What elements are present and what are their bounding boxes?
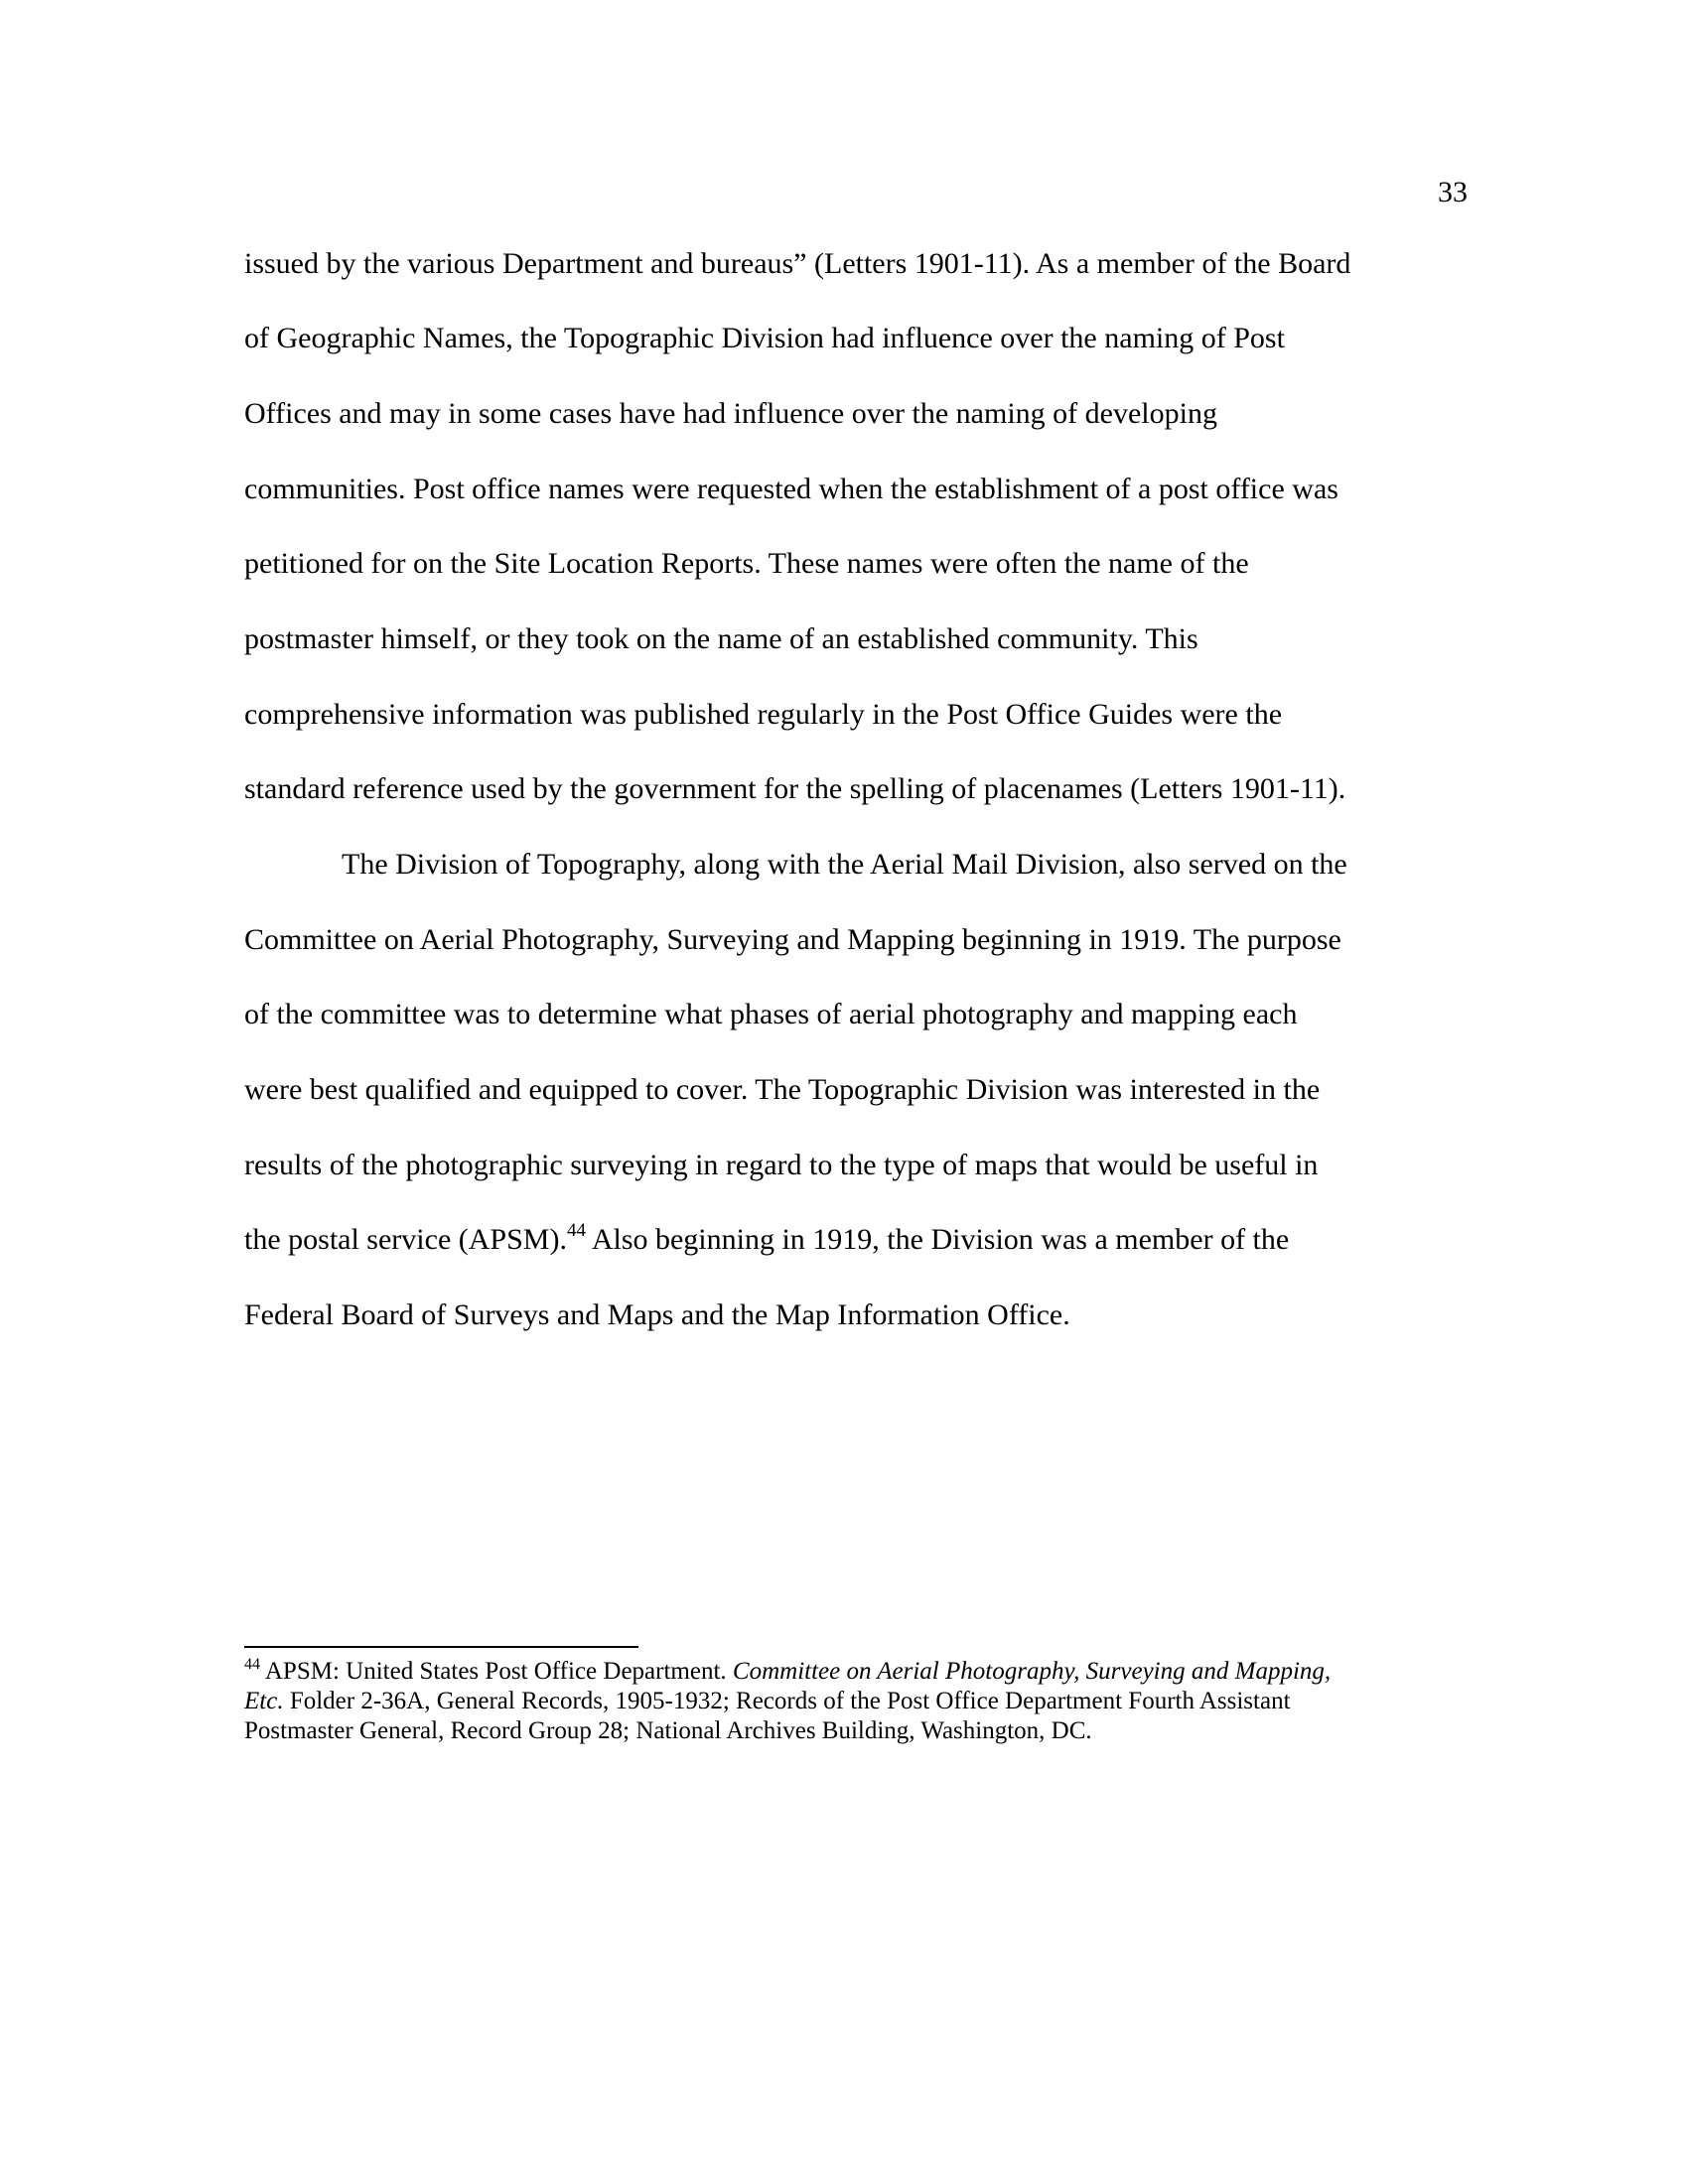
body-line: communities. Post office names were requested when the establishment of a post office was: [244, 473, 1338, 505]
footnote-line: Postmaster General, Record Group 28; National Archives Building, Washington, DC.: [244, 1717, 1092, 1744]
page-number: 33: [1438, 176, 1468, 208]
body-line: results of the photographic surveying in regard to the type of maps that would be useful in: [244, 1149, 1319, 1181]
body-line: of Geographic Names, the Topographic Division had influence over the naming of Post: [244, 322, 1285, 354]
footnote-line: [244, 1687, 1291, 1716]
body-line: Offices and may in some cases have had influence over the naming of developing: [244, 397, 1217, 430]
body-line: [244, 1221, 1289, 1259]
body-line-text: the postal service (APSM).: [244, 1223, 567, 1256]
footnote-line: [244, 1657, 1331, 1687]
body-line: standard reference used by the government for the spelling of placenames (Letters 1901-11).: [244, 772, 1346, 805]
body-line-indented: The Division of Topography, along with the Aerial Mail Division, also served on the: [342, 848, 1347, 881]
body-line-text: Also beginning in 1919, the Division was a member of the: [591, 1223, 1290, 1256]
footnote-divider: [244, 1646, 638, 1648]
body-line: were best qualified and equipped to cover. The Topographic Division was interested in the: [244, 1073, 1321, 1106]
footnote-marker: 44: [244, 1656, 260, 1673]
body-line: Committee on Aerial Photography, Surveying and Mapping beginning in 1919. The purpose: [244, 923, 1341, 956]
footnote-title: Committee on Aerial Photography, Surveying and Mapping,: [732, 1658, 1332, 1685]
body-line: petitioned for on the Site Location Reports. These names were often the name of the: [244, 547, 1249, 580]
body-line: of the committee was to determine what phases of aerial photography and mapping each: [244, 998, 1298, 1030]
body-line: issued by the various Department and bureaus” (Letters 1901-11). As a member of the Board: [244, 247, 1351, 280]
footnote-text: APSM: United States Post Office Department.: [260, 1658, 733, 1685]
footnote-text: Folder 2-36A, General Records, 1905-1932; Records of the Post Office Department Fourth Assistant: [283, 1688, 1291, 1714]
body-line: Federal Board of Surveys and Maps and the Map Information Office.: [244, 1298, 1070, 1331]
footnote-title: Etc.: [244, 1688, 284, 1714]
body-line: comprehensive information was published regularly in the Post Office Guides were the: [244, 698, 1283, 731]
body-line: postmaster himself, or they took on the name of an established community. This: [244, 622, 1198, 655]
footnote-reference: 44: [566, 1220, 586, 1241]
